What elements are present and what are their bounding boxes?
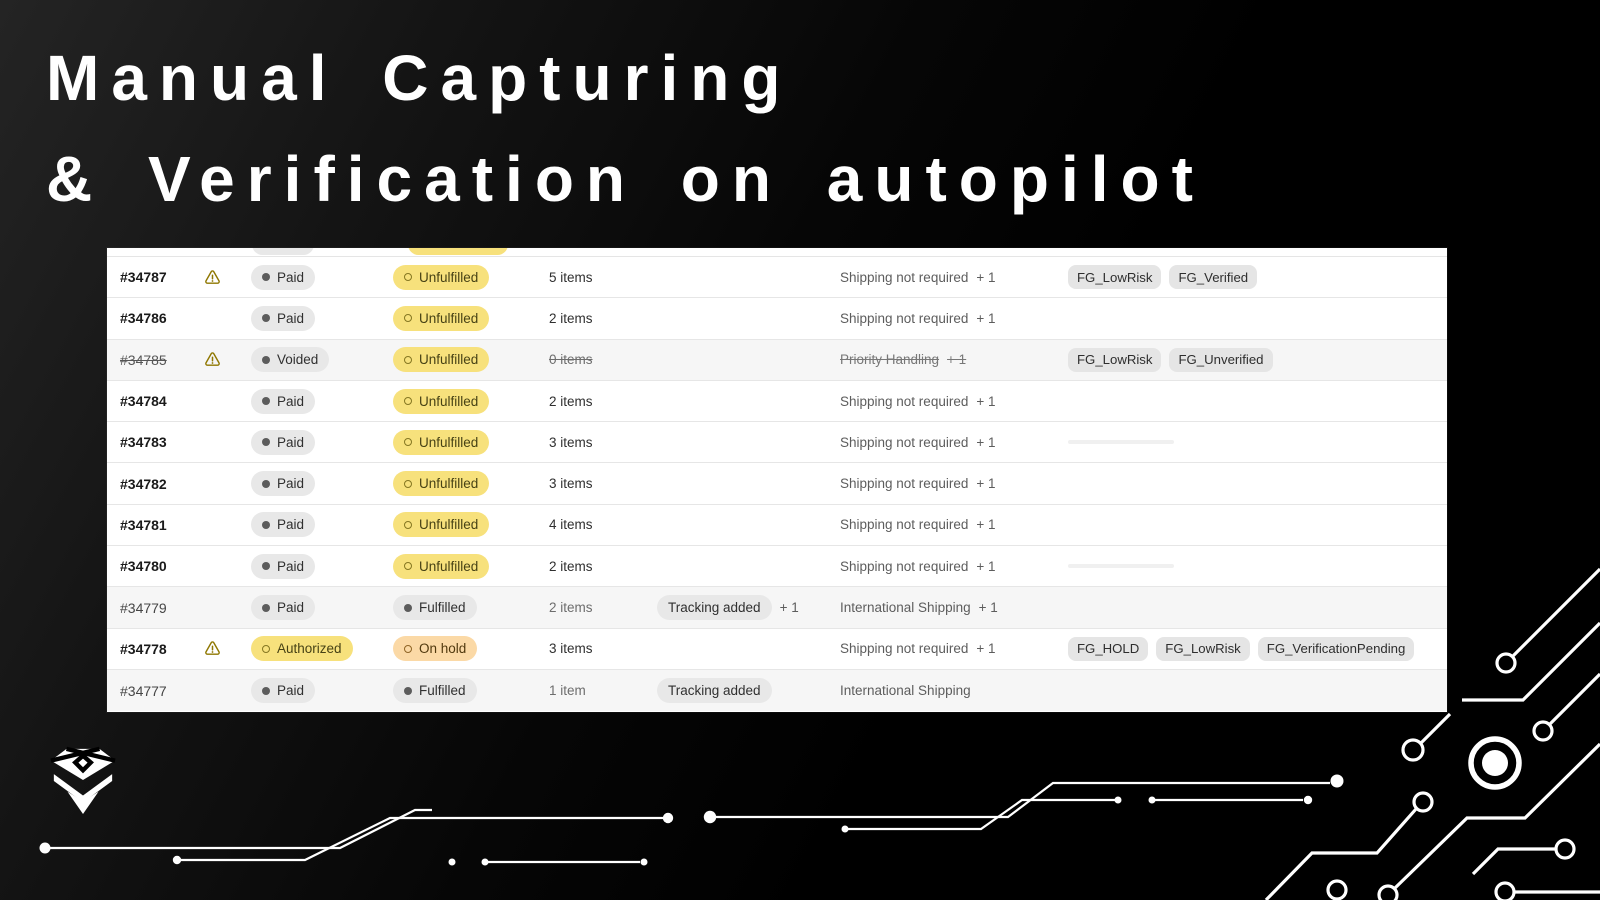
delivery-method: Shipping not required	[840, 434, 969, 450]
order-number[interactable]: #34784	[120, 393, 167, 410]
items-count: 1 item	[549, 683, 586, 699]
payment-status-label: Paid	[277, 558, 305, 574]
circuit-node-dot	[842, 826, 849, 833]
circuit-trace	[1421, 714, 1450, 743]
delivery-method-extra-count: + 1	[976, 517, 996, 533]
table-row[interactable]	[107, 670, 1447, 711]
table-row[interactable]	[107, 463, 1447, 504]
payment-status-label: Paid	[277, 476, 305, 492]
status-incomplete-ring-icon	[404, 273, 412, 281]
table-row[interactable]	[107, 257, 1447, 298]
table-row[interactable]	[107, 546, 1447, 587]
fulfillment-status-badge	[393, 265, 489, 290]
delivery-method-extra-count: + 1	[976, 641, 996, 657]
table-row[interactable]	[107, 629, 1447, 670]
tag-pill: FG_Unverified	[1169, 348, 1272, 372]
fulfillment-status-badge	[393, 512, 489, 537]
items-count: 3 items	[549, 434, 593, 450]
items-count: 4 items	[549, 517, 593, 533]
status-incomplete-ring-icon	[404, 438, 412, 446]
circuit-ring	[1403, 740, 1423, 760]
gem-logo	[45, 746, 121, 814]
status-complete-dot-icon	[262, 356, 270, 364]
delivery-method: Shipping not required	[840, 269, 969, 285]
headline	[46, 28, 1205, 230]
order-number[interactable]: #34783	[120, 434, 167, 451]
status-complete-dot-icon	[262, 273, 270, 281]
tag-placeholder-line	[1068, 564, 1174, 568]
payment-status-label: Paid	[277, 269, 305, 285]
status-complete-dot-icon	[262, 687, 270, 695]
fulfillment-status-badge	[393, 636, 477, 661]
circuit-node-dot	[1331, 775, 1344, 788]
payment-status-label: Paid	[277, 600, 305, 616]
payment-status-label: Paid	[277, 393, 305, 409]
tag-placeholder-line	[1068, 440, 1174, 444]
delivery-method: Shipping not required	[840, 641, 969, 657]
items-count: 3 items	[549, 476, 593, 492]
fulfillment-status-label: Unfulfilled	[419, 352, 479, 368]
items-count: 0 items	[549, 352, 593, 368]
delivery-method: Shipping not required	[840, 310, 969, 326]
order-number[interactable]: #34780	[120, 558, 167, 575]
payment-status-badge-fragment	[252, 248, 314, 255]
circuit-ring	[1379, 886, 1397, 900]
circuit-trace	[1550, 674, 1600, 724]
circuit-node-dot	[641, 859, 648, 866]
table-row[interactable]	[107, 340, 1447, 381]
headline-line-2: & Verification on autopilot	[46, 143, 1205, 215]
delivery-method: International Shipping	[840, 683, 971, 699]
payment-status-badge	[251, 265, 315, 290]
circuit-node-dot	[663, 813, 673, 823]
fulfillment-status-label: Unfulfilled	[419, 269, 479, 285]
circuit-node-dot	[1115, 797, 1122, 804]
payment-status-badge	[251, 595, 315, 620]
circuit-target-core	[1482, 750, 1508, 776]
payment-status-badge	[251, 389, 315, 414]
table-row[interactable]	[107, 298, 1447, 339]
circuit-trace	[1513, 569, 1600, 656]
order-number[interactable]: #34779	[120, 599, 167, 616]
order-number[interactable]: #34778	[120, 640, 167, 657]
payment-status-label: Paid	[277, 434, 305, 450]
circuit-ring	[1497, 654, 1515, 672]
delivery-method-extra-count: + 1	[976, 434, 996, 450]
circuit-ring	[1328, 881, 1346, 899]
circuit-node-dot	[704, 811, 716, 823]
status-incomplete-ring-icon	[404, 356, 412, 364]
orders-table-body	[107, 257, 1447, 711]
fulfillment-status-badge	[393, 306, 489, 331]
items-count: 2 items	[549, 558, 593, 574]
payment-status-label: Paid	[277, 310, 305, 326]
status-complete-dot-icon	[262, 397, 270, 405]
warning-triangle-icon	[203, 350, 222, 369]
fulfillment-status-badge	[393, 347, 489, 372]
headline-line-1: Manual Capturing	[46, 42, 793, 114]
status-incomplete-ring-icon	[262, 645, 270, 653]
fulfillment-status-label: Unfulfilled	[419, 476, 479, 492]
fulfillment-status-label: On hold	[419, 641, 467, 657]
table-row[interactable]	[107, 422, 1447, 463]
circuit-node-dot	[173, 856, 181, 864]
delivery-method: Shipping not required	[840, 517, 969, 533]
fulfillment-status-badge	[393, 595, 477, 620]
circuit-ring	[1534, 722, 1552, 740]
order-number[interactable]: #34787	[120, 269, 167, 286]
tag-pill: FG_LowRisk	[1068, 265, 1161, 289]
circuit-node-dot	[482, 859, 489, 866]
delivery-method: Priority Handling	[840, 352, 940, 368]
tag-pill: FG_Verified	[1169, 265, 1257, 289]
payment-status-badge	[251, 554, 315, 579]
tag-pill: FG_VerificationPending	[1258, 637, 1415, 661]
status-incomplete-ring-icon	[404, 397, 412, 405]
status-incomplete-ring-icon	[404, 480, 412, 488]
circuit-ring	[1414, 793, 1432, 811]
circuit-ring	[1496, 883, 1514, 900]
payment-status-label: Paid	[277, 517, 305, 533]
tracking-status-badge: Tracking added	[657, 678, 772, 703]
order-number[interactable]: #34782	[120, 475, 167, 492]
payment-status-badge	[251, 306, 315, 331]
order-number[interactable]: #34785	[120, 351, 167, 368]
payment-status-label: Authorized	[277, 641, 342, 657]
payment-status-badge	[251, 636, 353, 661]
items-count: 2 items	[549, 600, 593, 616]
status-incomplete-ring-icon	[404, 314, 412, 322]
delivery-method-extra-count: + 1	[976, 269, 996, 285]
order-number[interactable]: #34786	[120, 310, 167, 327]
payment-status-badge	[251, 512, 315, 537]
delivery-method: International Shipping	[840, 600, 971, 616]
status-complete-dot-icon	[262, 521, 270, 529]
circuit-ring	[1556, 840, 1574, 858]
fulfillment-status-badge	[393, 471, 489, 496]
delivery-method-extra-count: + 1	[978, 600, 998, 616]
circuit-trace	[1473, 849, 1556, 874]
fulfillment-status-badge-fragment	[408, 248, 508, 255]
order-number[interactable]: #34781	[120, 516, 167, 533]
table-row[interactable]	[107, 505, 1447, 546]
status-incomplete-ring-icon	[404, 645, 412, 653]
delivery-method-extra-count: + 1	[976, 476, 996, 492]
status-complete-dot-icon	[262, 438, 270, 446]
circuit-node-dot	[40, 843, 51, 854]
fulfillment-status-label: Unfulfilled	[419, 310, 479, 326]
delivery-method: Shipping not required	[840, 476, 969, 492]
circuit-trace	[845, 800, 1115, 829]
delivery-method-extra-count: + 1	[976, 558, 996, 574]
circuit-node-dot	[1149, 797, 1156, 804]
fulfillment-status-label: Fulfilled	[419, 600, 466, 616]
order-number[interactable]: #34777	[120, 682, 167, 699]
fulfillment-status-label: Unfulfilled	[419, 558, 479, 574]
status-complete-dot-icon	[262, 604, 270, 612]
tracking-extra-count: + 1	[779, 600, 799, 616]
fulfillment-status-label: Unfulfilled	[419, 434, 479, 450]
circuit-trace	[1462, 623, 1600, 700]
table-row[interactable]	[107, 381, 1447, 422]
status-complete-dot-icon	[404, 687, 412, 695]
fulfillment-status-badge	[393, 389, 489, 414]
payment-status-badge	[251, 471, 315, 496]
warning-triangle-icon	[203, 639, 222, 658]
items-count: 5 items	[549, 269, 593, 285]
status-complete-dot-icon	[404, 604, 412, 612]
table-row-partial	[107, 248, 1447, 257]
status-incomplete-ring-icon	[404, 521, 412, 529]
circuit-trace	[177, 818, 663, 860]
status-incomplete-ring-icon	[404, 562, 412, 570]
circuit-trace	[45, 810, 432, 848]
fulfillment-status-label: Fulfilled	[419, 683, 466, 699]
items-count: 2 items	[549, 393, 593, 409]
fulfillment-status-badge	[393, 554, 489, 579]
orders-table-panel	[107, 248, 1447, 712]
delivery-method-extra-count: + 1	[947, 352, 967, 368]
tag-pill: FG_LowRisk	[1068, 348, 1161, 372]
fulfillment-status-badge	[393, 430, 489, 455]
payment-status-badge	[251, 678, 315, 703]
fulfillment-status-badge	[393, 678, 477, 703]
payment-status-label: Voided	[277, 352, 319, 368]
status-complete-dot-icon	[262, 480, 270, 488]
payment-status-badge	[251, 347, 329, 372]
payment-status-badge	[251, 430, 315, 455]
status-complete-dot-icon	[262, 562, 270, 570]
circuit-node-dot	[449, 859, 456, 866]
tag-pill: FG_HOLD	[1068, 637, 1148, 661]
delivery-method: Shipping not required	[840, 558, 969, 574]
tag-pill: FG_LowRisk	[1156, 637, 1249, 661]
warning-triangle-icon	[203, 268, 222, 287]
tracking-status-badge: Tracking added	[657, 595, 772, 620]
status-complete-dot-icon	[262, 314, 270, 322]
items-count: 3 items	[549, 641, 593, 657]
items-count: 2 items	[549, 310, 593, 326]
delivery-method: Shipping not required	[840, 393, 969, 409]
fulfillment-status-label: Unfulfilled	[419, 393, 479, 409]
delivery-method-extra-count: + 1	[976, 310, 996, 326]
payment-status-label: Paid	[277, 683, 305, 699]
delivery-method-extra-count: + 1	[976, 393, 996, 409]
fulfillment-status-label: Unfulfilled	[419, 517, 479, 533]
table-row[interactable]	[107, 587, 1447, 628]
circuit-node-dot	[1304, 796, 1312, 804]
